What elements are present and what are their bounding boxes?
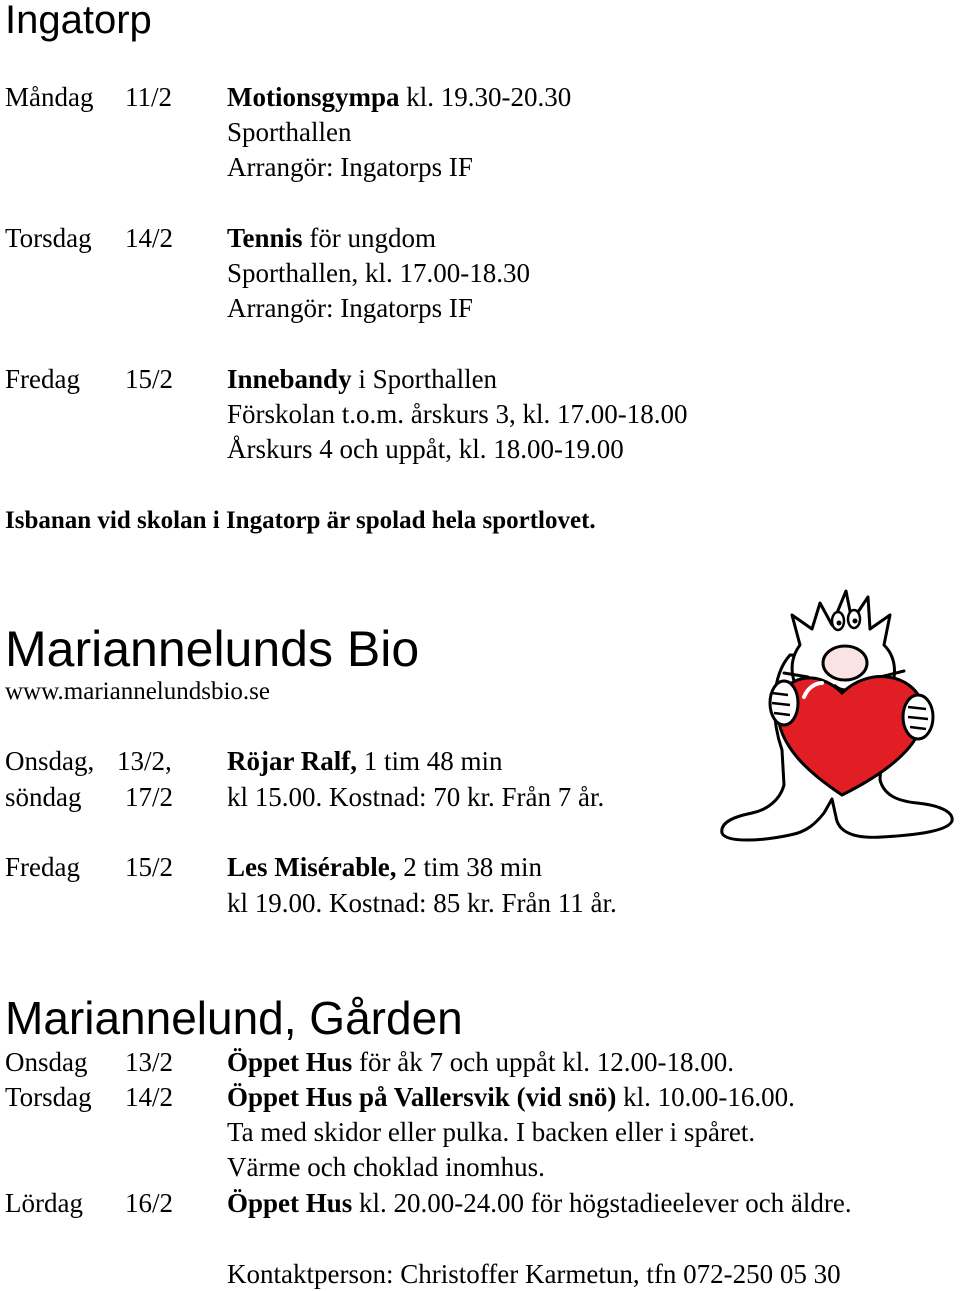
event-date: 14/2 (125, 223, 174, 253)
event-title (227, 80, 571, 114)
movie-length: 2 tim 38 min (396, 852, 542, 882)
event-time: kl. 10.00-16.00. (616, 1082, 795, 1112)
event-day: Onsdag (5, 1047, 88, 1077)
event-detail: Arrangör: Ingatorps IF (227, 293, 473, 323)
movie-length: 1 tim 48 min (356, 746, 503, 776)
movie-day: Onsdag, (5, 746, 95, 776)
cat-holding-heart-icon (712, 585, 960, 847)
event-day: Torsdag (5, 1082, 92, 1112)
movie-day: söndag (5, 782, 82, 812)
event-day: Fredag (5, 364, 80, 394)
movie-title (227, 744, 503, 778)
event-time: för åk 7 och uppåt kl. 12.00-18.00. (352, 1047, 734, 1077)
section-title-ingatorp: Ingatorp (5, 0, 152, 42)
event-detail: Värme och choklad inomhus. (227, 1152, 545, 1182)
movie-title (227, 850, 542, 884)
event-name: Motionsgympa (227, 82, 400, 112)
event-date: 16/2 (125, 1188, 174, 1218)
event-day: Lördag (5, 1188, 83, 1218)
event-name: Öppet Hus på Vallersvik (vid snö) (227, 1082, 617, 1112)
event-title (227, 1080, 795, 1114)
movie-date: 13/2, (117, 746, 172, 776)
movie-details: kl 19.00. Kostnad: 85 kr. Från 11 år. (227, 888, 617, 918)
event-detail: Ta med skidor eller pulka. I backen eller i spåret. (227, 1117, 756, 1147)
event-date: 14/2 (125, 1082, 174, 1112)
event-title (227, 221, 436, 255)
event-title (227, 1186, 852, 1220)
event-detail: Arrangör: Ingatorps IF (227, 152, 473, 182)
movie-details: kl 15.00. Kostnad: 70 kr. Från 7 år. (227, 782, 605, 812)
event-name: Innebandy (227, 364, 352, 394)
ice-rink-notice: Isbanan vid skolan i Ingatorp är spolad hela sportlovet. (5, 507, 596, 534)
section-title-bio: Mariannelunds Bio (5, 621, 420, 677)
section-title-garden: Mariannelund, Gården (5, 992, 463, 1044)
event-detail: Förskolan t.o.m. årskurs 3, kl. 17.00-18.00 (227, 399, 688, 429)
bio-website-link[interactable]: www.mariannelundsbio.se (5, 678, 270, 705)
event-name: Öppet Hus (227, 1047, 353, 1077)
event-date: 11/2 (125, 82, 172, 112)
movie-name: Les Misérable, (227, 852, 397, 882)
event-time: för ungdom (302, 223, 437, 253)
event-time: i Sporthallen (351, 364, 498, 394)
event-title (227, 362, 497, 396)
event-detail: Sporthallen (227, 117, 352, 147)
movie-date: 15/2 (125, 852, 174, 882)
event-day: Måndag (5, 82, 94, 112)
event-name: Tennis (227, 223, 303, 253)
event-day: Torsdag (5, 223, 92, 253)
event-time: kl. 20.00-24.00 för högstadieelever och äldre. (352, 1188, 852, 1218)
event-detail: Årskurs 4 och uppåt, kl. 18.00-19.00 (227, 434, 624, 464)
event-title (227, 1045, 734, 1079)
event-date: 13/2 (125, 1047, 174, 1077)
movie-date: 17/2 (125, 782, 174, 812)
movie-name: Röjar Ralf, (227, 746, 357, 776)
event-name: Öppet Hus (227, 1188, 353, 1218)
contact-person: Kontaktperson: Christoffer Karmetun, tfn 072-250 05 30 (227, 1259, 841, 1289)
event-time: kl. 19.30-20.30 (399, 82, 572, 112)
movie-day: Fredag (5, 852, 80, 882)
event-detail: Sporthallen, kl. 17.00-18.30 (227, 258, 530, 288)
event-date: 15/2 (125, 364, 174, 394)
